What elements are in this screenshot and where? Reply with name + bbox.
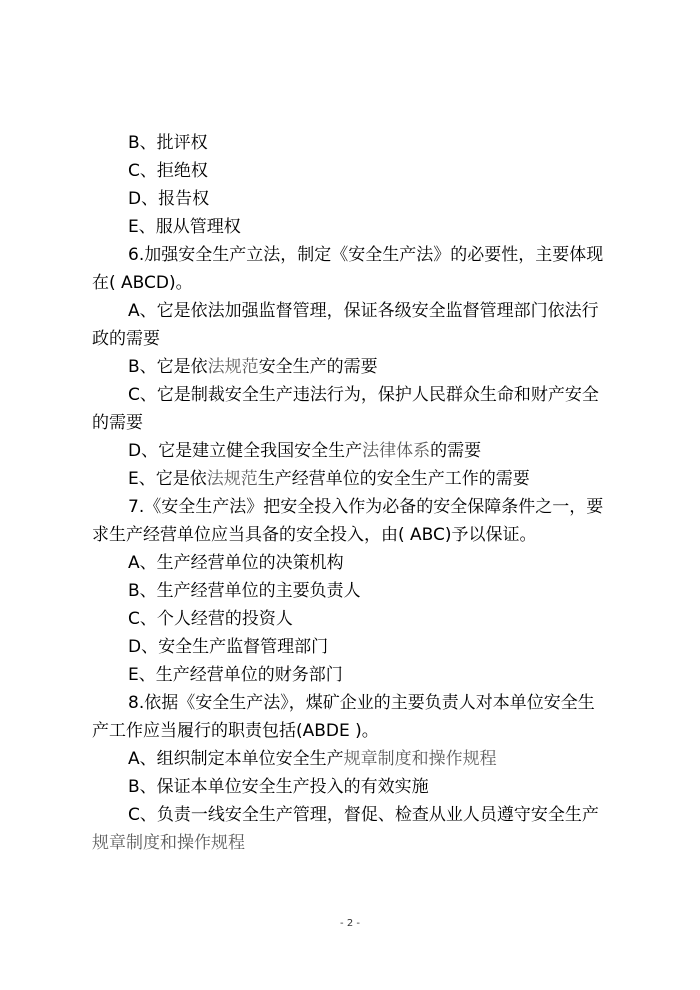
option-line: C、拒绝权 — [128, 161, 208, 181]
text-segment-highlight: 规章制度和操作规程 — [92, 833, 245, 853]
option-line — [128, 356, 378, 378]
option-line: A、生产经营单位的决策机构 — [128, 553, 344, 573]
text-segment: 的需要 — [430, 441, 482, 461]
question-line: 8.依据《安全生产法》，煤矿企业的主要负责人对本单位安全生 — [128, 693, 595, 713]
text-segment-highlight: 法律体系 — [362, 441, 431, 461]
text-segment: D、它是建立健全我国安全生产 — [128, 441, 363, 461]
question-line: 求生产经营单位应当具备的安全投入，由( ABC)予以保证。 — [92, 525, 537, 545]
option-line: C、它是制裁安全生产违法行为，保护人民群众生命和财产安全 — [128, 385, 599, 405]
text-segment: 安全生产的需要 — [258, 357, 378, 377]
option-line: A、它是依法加强监督管理，保证各级安全监督管理部门依法行 — [128, 301, 599, 321]
option-line: B、保证本单位安全生产投入的有效实施 — [128, 777, 429, 797]
text-segment-highlight: 规章制度和操作规程 — [343, 749, 497, 769]
option-line: B、生产经营单位的主要负责人 — [128, 581, 361, 601]
option-line — [128, 440, 481, 462]
question-line: 6.加强安全生产立法，制定《安全生产法》的必要性，主要体现 — [128, 245, 604, 265]
text-segment-highlight: 法规范 — [206, 469, 258, 489]
option-line — [128, 468, 530, 490]
option-line: 的需要 — [92, 413, 143, 433]
option-line: D、安全生产监督管理部门 — [128, 637, 329, 657]
option-line: B、批评权 — [128, 133, 208, 153]
option-line: C、个人经营的投资人 — [128, 609, 293, 629]
question-line: 7.《安全生产法》把安全投入作为必备的安全保障条件之一，要 — [128, 497, 604, 517]
option-line: E、服从管理权 — [128, 217, 241, 237]
option-line: 政的需要 — [92, 329, 160, 349]
option-line: C、负责一线安全生产管理，督促、检查从业人员遵守安全生产 — [128, 805, 599, 825]
text-segment-highlight: 法规范 — [207, 357, 259, 377]
text-segment: A、组织制定本单位安全生产 — [128, 749, 344, 769]
question-line: 产工作应当履行的职责包括(ABDE )。 — [92, 721, 379, 741]
option-line — [92, 832, 245, 854]
text-segment: B、它是依 — [128, 357, 208, 377]
option-line: D、报告权 — [128, 189, 210, 209]
option-line — [128, 748, 497, 770]
question-line: 在( ABCD)。 — [92, 273, 193, 293]
option-line: E、生产经营单位的财务部门 — [128, 665, 343, 685]
text-segment: 生产经营单位的安全生产工作的需要 — [257, 469, 530, 489]
page-number: - 2 - — [340, 918, 360, 929]
text-segment: E、它是依 — [128, 469, 207, 489]
